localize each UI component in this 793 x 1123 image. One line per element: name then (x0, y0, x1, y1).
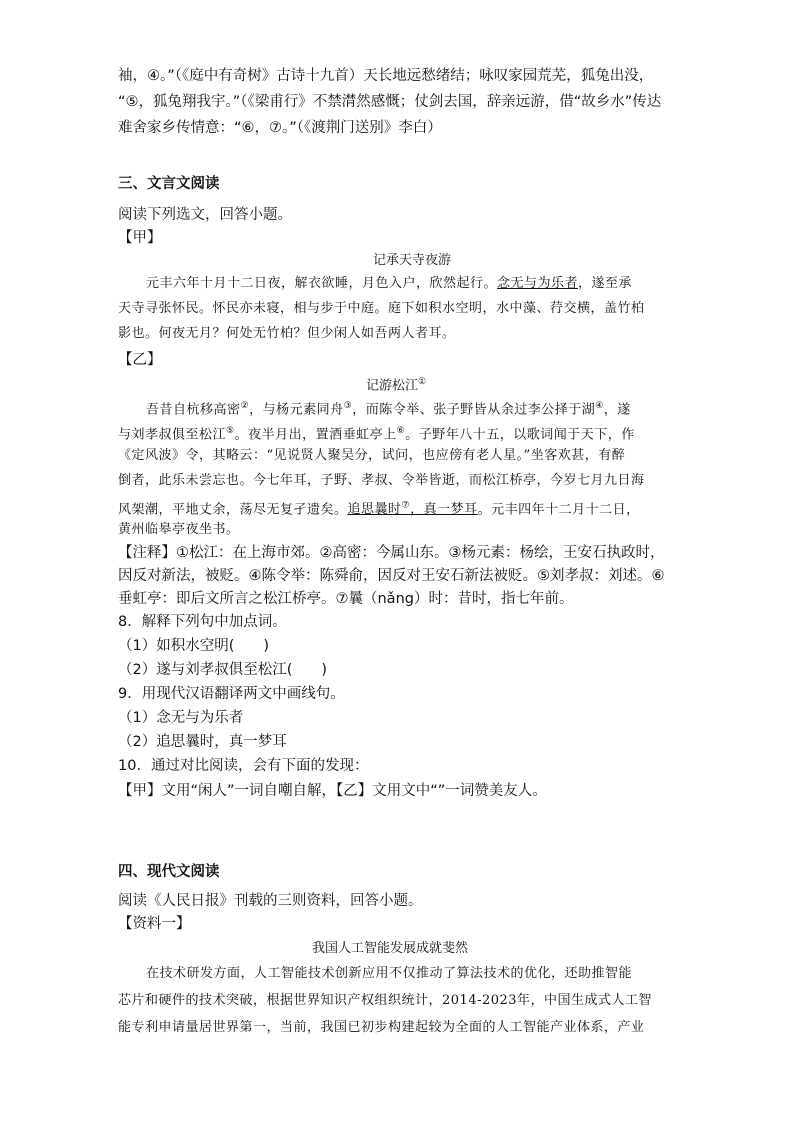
section-4-heading: 四、现代文阅读 (118, 864, 220, 880)
notes-line-1: 【注释】①松江：在上海市郊。②高密：今属山东。③杨元素：杨绘，王安石执政时， (118, 545, 665, 561)
passage-yi-line-5: 风架潮，平地丈余，荡尽无复孑遗矣。追思曩时⑦，真一梦耳。元丰四年十二月十二日， (118, 501, 640, 518)
underlined-sentence-2: 追思曩时⑦，真一梦耳 (347, 501, 478, 518)
passage-jia-label: 【甲】 (118, 230, 162, 246)
notes-line-3: 垂虹亭：即后文所言之松江桥亭。⑦曩（nǎng）时：昔时，指七年前。 (118, 591, 574, 607)
passage-jia-line-2: 天寺寻张怀民。怀民亦未寝，相与步于中庭。庭下如积水空明，水中藻、荇交横，盖竹柏 (118, 301, 645, 316)
question-9-1: （1）念无与为乐者 (118, 710, 244, 726)
passage-yi-title: 记游松江① (366, 377, 427, 394)
material-1-title: 我国人工智能发展成就斐然 (312, 941, 469, 956)
passage-yi-label: 【乙】 (118, 352, 162, 368)
question-9-2: （2）追思曩时，真一梦耳 (118, 734, 287, 750)
passage-yi-line-6: 黄州临皋亭夜坐书。 (118, 522, 240, 537)
passage-yi-line-3: 《定风波》令，其略云：“见说贤人聚吴分，试问，也应傍有老人星。”坐客欢甚，有醉 (118, 448, 626, 463)
question-8-1: （1）如积水空明( ) (118, 638, 270, 654)
passage-jia-title: 记承天寺夜游 (373, 253, 452, 268)
question-9: 9．用现代汉语翻译两文中画线句。 (118, 686, 345, 702)
material-1-line-1: 在技术研发方面，人工智能技术创新应用不仅推动了算法技术的优化，还助推智能 (146, 966, 633, 981)
section-3-intro: 阅读下列选文，回答小题。 (118, 207, 292, 223)
fill-in-line-1: 袖，④。”（《庭中有奇树》古诗十九首）天长地远愁绪结；咏叹家园荒芜，狐兔出没， (118, 68, 654, 84)
section-3-heading: 三、文言文阅读 (118, 176, 220, 192)
fill-in-line-2: “⑤，狐兔翔我宇。”（《梁甫行》不禁潸然感慨；仗剑去国，辞亲远游，借“故乡水”传达 (118, 94, 662, 110)
section-4-intro: 阅读《人民日报》刊载的三则资料，回答小题。 (118, 893, 423, 909)
passage-yi-line-2: 与刘孝叔俱至松江⑤。夜半月出，置酒垂虹亭上⑥。子野年八十五，以歌词闻于天下，作 (118, 426, 635, 443)
notes-line-2: 因反对新法，被贬。④陈令举：陈舜俞，因反对王安石新法被贬。⑤刘孝叔：刘述。⑥ (118, 568, 665, 584)
material-1-label: 【资料一】 (118, 916, 191, 932)
question-8-2: （2）遂与刘孝叔俱至松江( ) (118, 662, 328, 678)
passage-yi-line-4: 倒者，此乐未尝忘也。今七年耳，子野、孝叔、令举皆逝，而松江桥亭，今岁七月九日海 (118, 473, 645, 488)
material-1-line-3: 能专利申请量居世界第一，当前，我国已初步构建起较为全面的人工智能产业体系，产业 (118, 1020, 645, 1035)
passage-jia-line-1: 元丰六年十月十二日夜，解衣欲睡，月色入户，欣然起行。念无与为乐者，遂至承 (146, 276, 633, 291)
question-8: 8．解释下列句中加点词。 (118, 614, 287, 630)
question-10-prompt: 【甲】文用“闲人”一词自嘲自解，【乙】文用文中“”一词赞美友人。 (118, 783, 547, 799)
passage-yi-line-1: 吾昔自杭移高密②，与杨元素同舟③，而陈令举、张子野皆从余过李公择于湖④，遂 (146, 401, 631, 418)
question-10: 10．通过对比阅读，会有下面的发现： (118, 758, 369, 774)
underlined-sentence-1: 念无与为乐者 (497, 276, 579, 291)
fill-in-line-3: 难舍家乡传情意：“⑥，⑦。”（《渡荆门送别》李白） (118, 120, 442, 136)
material-1-line-2: 芯片和硬件的技术突破，根据世界知识产权组织统计，2014-2023年，中国生成式人工智 (118, 993, 653, 1008)
passage-jia-line-3: 影也。何夜无月？何处无竹柏？但少闲人如吾两人者耳。 (118, 326, 456, 341)
